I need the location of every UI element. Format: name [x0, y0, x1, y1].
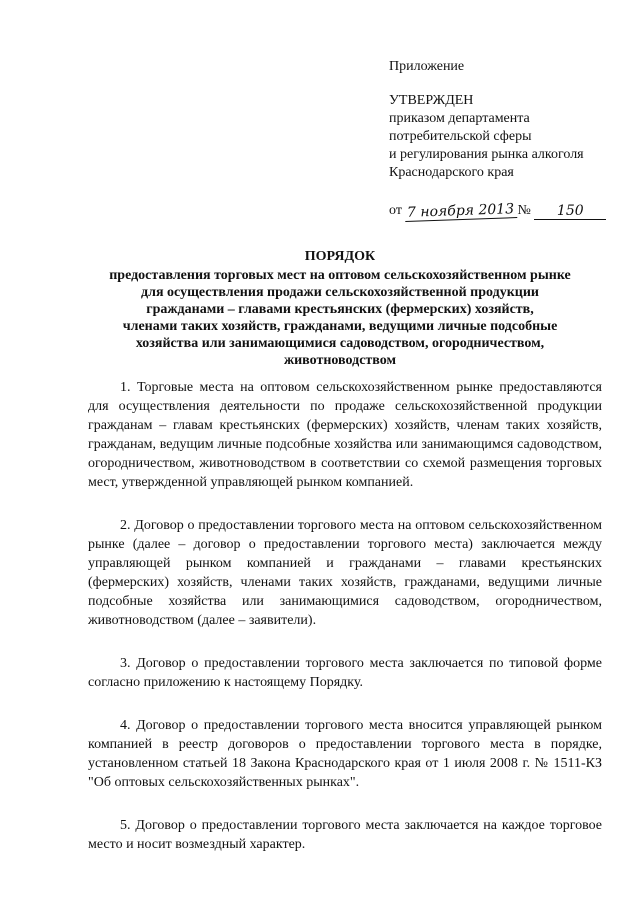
title-subtitle-line: предоставления торговых мест на оптовом сельскохозяйственном рынке: [109, 268, 571, 283]
document-body: [88, 378, 602, 878]
title-subtitle-line: гражданами – главами крестьянских (фермерских) хозяйств,: [146, 302, 534, 317]
paragraph-4: 4. Договор о предоставлении торгового места вносится управляющей рынком компанией в реестр договоров о предоставлении торгового места в порядке, установленном статьей 18 Закона Краснодарского края от 1 июля 2008 г. № 1511-КЗ "Об оптовых сельскохозяйственных рынках".: [88, 718, 602, 790]
paragraph-2: 2. Договор о предоставлении торгового места на оптовом сельскохозяйственном рынке (далее – договор о предоставлении торгового места) заключается между управляющей рынком компанией и гражданами – главами крестьянских (фермерских) хозяйств, членами таких хозяйств, гражданами, ведущими личные подсобные хозяйства или занимающимися садоводством, огородничеством, животноводством (далее – заявители).: [88, 518, 602, 628]
title-subtitle-line: для осуществления продажи сельскохозяйственной продукции: [141, 285, 539, 300]
title-subtitle-line: животноводством: [283, 353, 397, 368]
from-label: от: [389, 203, 402, 218]
approval-line: и регулирования рынка алкоголя: [389, 147, 584, 162]
title-heading: ПОРЯДОК: [304, 249, 376, 264]
handwritten-date: 7 ноября 2013: [405, 201, 518, 222]
title-subtitle-line: хозяйства или занимающимися садоводством, огородничеством,: [135, 336, 545, 351]
approved-label: УТВЕРЖДЕН: [389, 93, 474, 108]
approval-line: приказом департамента: [389, 111, 530, 126]
order-date-number: [389, 202, 629, 220]
approval-block: [389, 58, 629, 220]
document-title: [60, 248, 620, 369]
approval-line: Краснодарского края: [389, 165, 514, 180]
paragraph-3: 3. Договор о предоставлении торгового места заключается по типовой форме согласно приложению к настоящему Порядку.: [88, 656, 602, 690]
number-label: №: [517, 203, 531, 218]
paragraph-5: 5. Договор о предоставлении торгового места заключается на каждое торговое место и носит возмездный характер.: [88, 818, 602, 852]
paragraph-1: 1. Торговые места на оптовом сельскохозяйственном рынке предоставляются для осуществления деятельности по продаже сельскохозяйственной продукции гражданам – главам крестьянских (фермерских) хозяйств, членам таких хозяйств, гражданам, ведущим личные подсобные хозяйства или занимающимся садоводством, огородничеством, животноводством в соответствии со схемой размещения торговых мест, утвержденной управляющей рынком компанией.: [88, 380, 602, 490]
appendix-label: Приложение: [389, 59, 465, 74]
title-subtitle-line: членами таких хозяйств, гражданами, ведущими личные подсобные: [122, 319, 558, 334]
approval-line: потребительской сферы: [389, 129, 532, 144]
handwritten-number: 150: [534, 203, 606, 220]
